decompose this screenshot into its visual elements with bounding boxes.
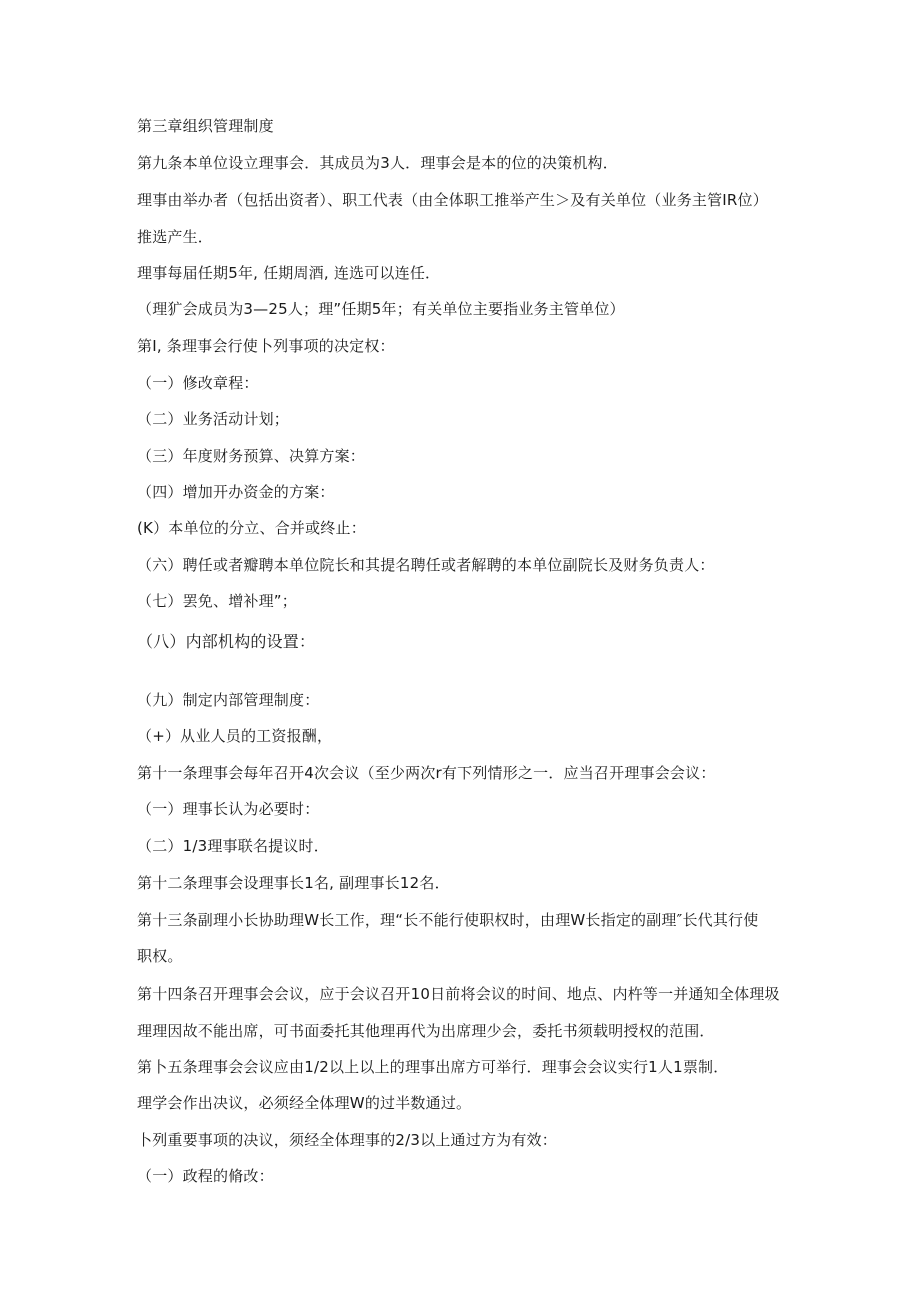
list-item: （+）从业人员的工资报酬， bbox=[137, 727, 333, 745]
list-item: （四）增加开办资金的方案： bbox=[137, 483, 335, 501]
text-line: 第十二条理事会设理事长1名, 副理事长12名． bbox=[137, 874, 450, 892]
text-line: 理理因故不能出席，可书面委托其他理再代为出席理少会，委托书须载明授权的范围． bbox=[137, 1022, 715, 1040]
list-item: （九）制定内部管理制度： bbox=[137, 691, 320, 709]
text-line: 理事由举办者（包括出资者）、职工代表（由全体职工推举产生＞及有关单位（业务主管IR位） bbox=[137, 191, 768, 209]
list-item: (K）本单位的分立、合并或终止： bbox=[137, 519, 366, 537]
text-line: 卜列重要事项的决议，须经全体理事的2/3以上通过方为有效： bbox=[137, 1131, 557, 1149]
list-item: （七）罢免、增补理”； bbox=[137, 592, 297, 610]
text-line: 第十一条理事会每年召开4次会议（至少两次r有下列情形之一．应当召开理事会会议： bbox=[137, 764, 716, 782]
list-item: （六）聘任或者瓣聘本单位院长和其提名聘任或者解聘的本单位副院长及财务负责人： bbox=[137, 556, 715, 574]
list-item: （二）业务活动计划； bbox=[137, 410, 290, 428]
list-item: （三）年度财务预算、决算方案： bbox=[137, 447, 366, 465]
text-line: 第卜五条理事会会议应由1/2以上以上的理事出席方可举行．理事会会议实行1人1票制． bbox=[137, 1058, 729, 1076]
list-item: （一）政程的脩改： bbox=[137, 1167, 274, 1185]
list-item: （一）修改章程： bbox=[137, 374, 259, 392]
list-item: （二）1/3理事联名提议时． bbox=[137, 837, 329, 855]
text-line: 第十四条召开理事会会议，应于会议召开10日前将会议的时间、地点、内杵等一并通知全体理圾 bbox=[137, 985, 780, 1003]
text-line: 第十三条副理小长协助理W长工作，理“长不能行使职权时，由理W长指定的副理″长代其行使 bbox=[137, 911, 759, 929]
text-line: 第I, 条理事会行使卜列事项的决定权： bbox=[137, 337, 395, 355]
chapter-heading: 第三章组织管理制度 bbox=[137, 117, 274, 135]
text-line: 理事每届任期5年, 任期周酒, 连选可以连任． bbox=[137, 264, 441, 282]
text-line: 理学会作出决议，必须经全体理W的过半数通过。 bbox=[137, 1094, 472, 1112]
text-line: 第九条本单位设立理事会．其成员为3人．理事会是本的位的决策机构． bbox=[137, 154, 618, 172]
text-line: （理犷会成员为3—25人；理”任期5年；有关单位主要指业务主管单位） bbox=[137, 300, 625, 318]
list-item: （一）理事长认为必要时： bbox=[137, 800, 320, 818]
list-item: （八）内部机构的设置： bbox=[137, 632, 316, 651]
text-line: 职权。 bbox=[137, 947, 183, 965]
text-line: 推选产生． bbox=[137, 228, 214, 246]
